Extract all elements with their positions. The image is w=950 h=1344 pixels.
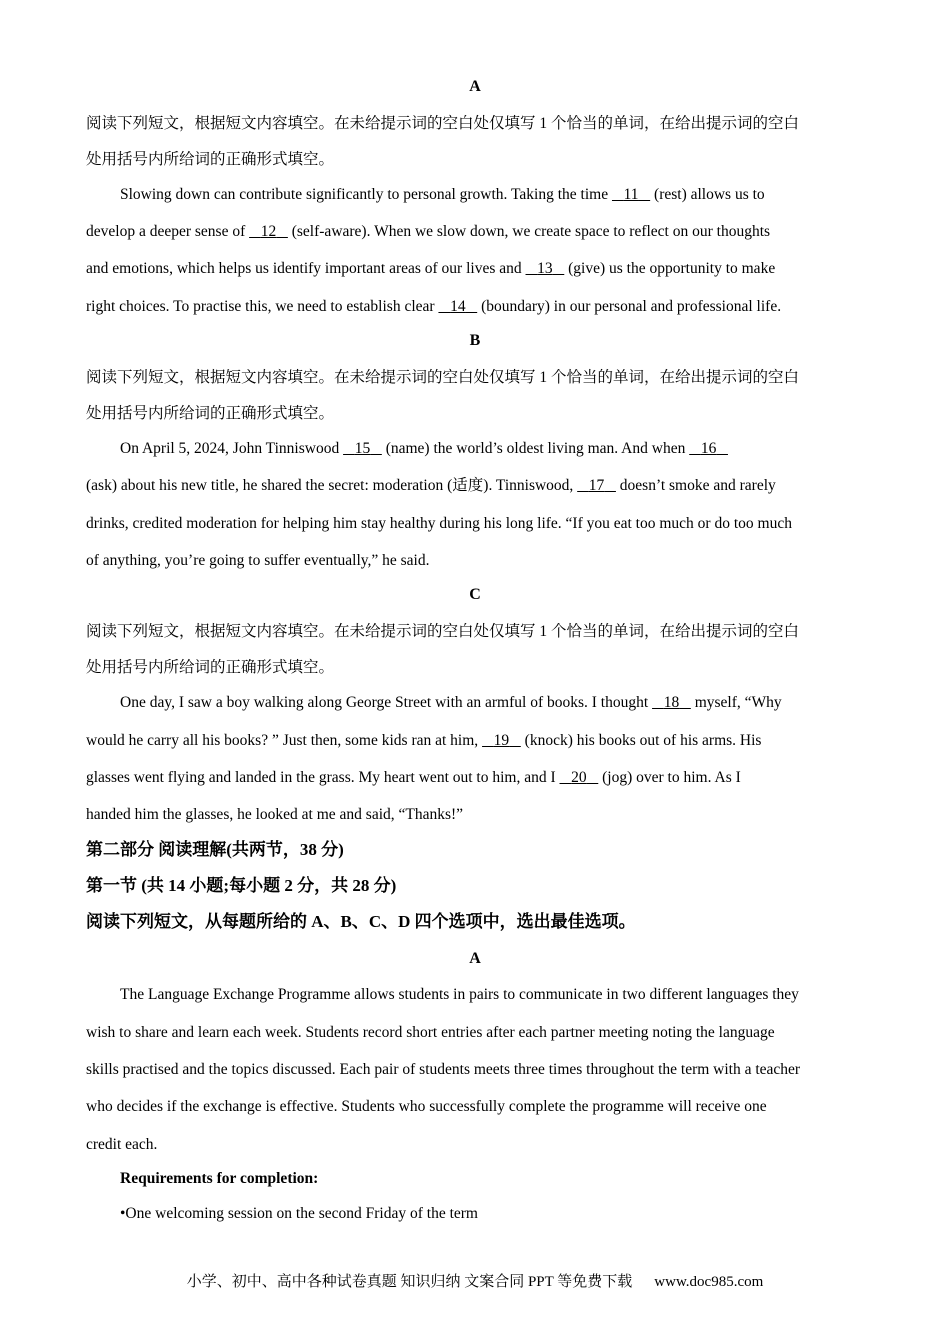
blank-17[interactable]: 17 xyxy=(588,477,605,494)
page-footer xyxy=(0,1270,950,1291)
reading-a-line-3: skills practised and the topics discussed. Each pair of students meets three times throughout the term with a teacher xyxy=(86,1061,801,1078)
section-b-line-4: of anything, you’re going to suffer eventually,” he said. xyxy=(86,552,430,569)
blank-18[interactable]: 18 xyxy=(663,694,680,711)
section-b-instruction-1: 阅读下列短文，根据短文内容填空。在未给提示词的空白处仅填写 1 个恰当的单词，在给出提示词的空白 xyxy=(86,369,800,386)
blank-20[interactable]: 20 xyxy=(571,769,587,786)
section-a-instruction-1: 阅读下列短文，根据短文内容填空。在未给提示词的空白处仅填写 1 个恰当的单词，在给出提示词的空白 xyxy=(86,115,800,132)
footer-text: 小学、初中、高中各种试卷真题 知识归纳 文案合同 PPT 等免费下载 xyxy=(186,1274,633,1290)
part-2-title: 第二部分 阅读理解(共两节，38 分) xyxy=(86,840,344,859)
reading-a-line-5: credit each. xyxy=(86,1136,158,1153)
section-c-line-2: would he carry all his books? ” Just then, some kids ran at him, 19 (knock) his books out of his arms. His xyxy=(86,732,762,749)
section-b-line-1: On April 5, 2024, John Tinniswood 15 (name) the world’s oldest living man. And when 16 xyxy=(120,439,728,459)
section-a-line-2: develop a deeper sense of 12 (self-aware). When we slow down, we create space to reflect on our thoughts xyxy=(86,223,771,240)
footer-url[interactable]: www.doc985.com xyxy=(654,1274,764,1290)
section-a-line-4: right choices. To practise this, we need to establish clear 14 (boundary) in our personal and professional life. xyxy=(86,298,782,315)
part-2-instruction: 阅读下列短文，从每题所给的 A、B、C、D 四个选项中，选出最佳选项。 xyxy=(86,912,636,931)
section-c-line-4: handed him the glasses, he looked at me and said, “Thanks!” xyxy=(86,806,464,823)
reading-a-line-1: The Language Exchange Programme allows students in pairs to communicate in two different languages they xyxy=(120,986,799,1003)
blank-13[interactable]: 13 xyxy=(537,260,553,277)
section-b-line-3: drinks, credited moderation for helping him stay healthy during his long life. “If you eat too much or do too much xyxy=(86,515,792,532)
section-c-line-3: glasses went flying and landed in the grass. My heart went out to him, and I 20 (jog) over to him. As I xyxy=(86,769,741,786)
requirements-title: Requirements for completion: xyxy=(120,1170,319,1187)
blank-12[interactable]: 12 xyxy=(260,223,277,240)
blank-19[interactable]: 19 xyxy=(493,732,510,749)
blank-14[interactable]: 14 xyxy=(450,298,466,315)
section-a-heading: A xyxy=(469,78,481,95)
reading-a-line-4: who decides if the exchange is effective. Students who successfully complete the programme will receive one xyxy=(86,1098,767,1115)
section-b-instruction-2: 处用括号内所给词的正确形式填空。 xyxy=(86,405,335,422)
part-2-section-1: 第一节 (共 14 小题;每小题 2 分，共 28 分) xyxy=(86,876,397,895)
section-c-line-1: One day, I saw a boy walking along George Street with an armful of books. I thought 18 myself, “Why xyxy=(120,694,782,711)
requirement-bullet-1: •One welcoming session on the second Friday of the term xyxy=(120,1205,478,1222)
section-a-line-3: and emotions, which helps us identify important areas of our lives and 13 (give) us the opportunity to make xyxy=(86,260,776,277)
blank-16[interactable]: 16 xyxy=(700,440,717,457)
section-a-line-1: Slowing down can contribute significantly to personal growth. Taking the time 11 (rest) allows us to xyxy=(120,186,765,203)
reading-a-line-2: wish to share and learn each week. Students record short entries after each partner meeting noting the language xyxy=(86,1024,775,1041)
blank-11[interactable]: 11 xyxy=(623,186,639,203)
section-a-instruction-2: 处用括号内所给词的正确形式填空。 xyxy=(86,151,335,168)
section-b-heading: B xyxy=(469,332,481,349)
section-c-instruction-2: 处用括号内所给词的正确形式填空。 xyxy=(86,659,335,676)
section-b-line-2: (ask) about his new title, he shared the secret: moderation (适度). Tinniswood, 17 doesn’t smoke and rarely xyxy=(86,477,776,494)
blank-15[interactable]: 15 xyxy=(354,440,371,457)
section-c-heading: C xyxy=(469,586,481,603)
reading-a-heading: A xyxy=(469,950,481,967)
section-c-instruction-1: 阅读下列短文，根据短文内容填空。在未给提示词的空白处仅填写 1 个恰当的单词，在给出提示词的空白 xyxy=(86,623,800,640)
